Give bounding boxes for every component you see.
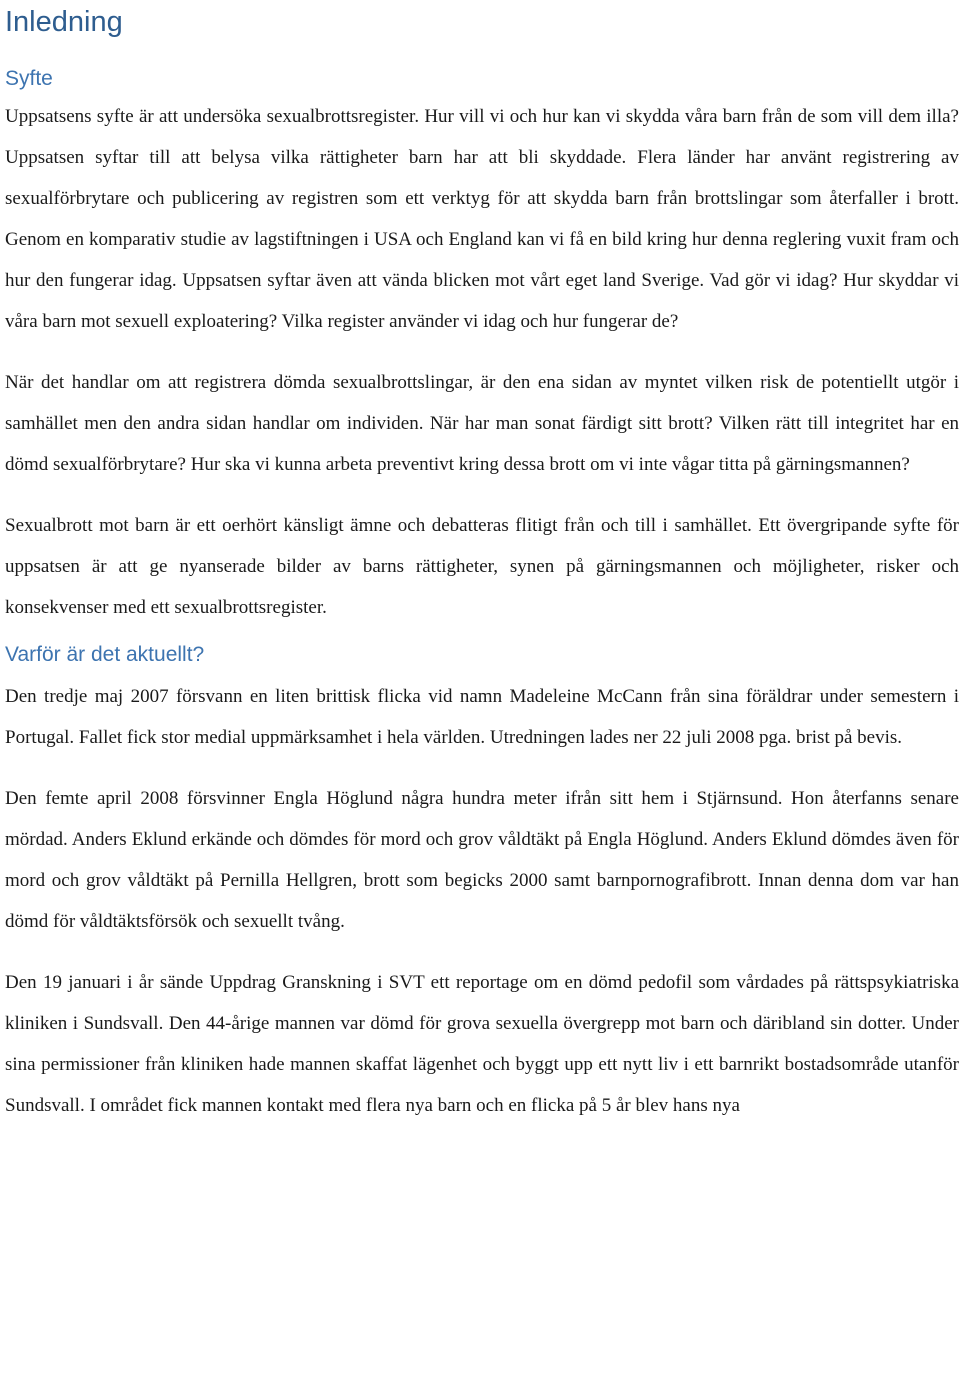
syfte-paragraph-3: Sexualbrott mot barn är ett oerhört känsligt ämne och debatteras flitigt från och till i samhället. Ett övergripande syfte för uppsatsen är att ge nyanserade bilder av barns rättigheter, synen på gärningsmannen och möjligheter, risker och konsekvenser med ett sexualbrottsregister. bbox=[5, 515, 959, 618]
document-page bbox=[5, 0, 959, 1126]
syfte-paragraph-2: När det handlar om att registrera dömda sexualbrottslingar, är den ena sidan av myntet vilken risk de potentiellt utgör i samhället men den andra sidan handlar om individen. När har man sonat färdigt sitt brott? Vilken rätt till integritet har en dömd sexualförbrytare? Hur ska vi kunna arbeta preventivt kring dessa brott om vi inte vågar titta på gärningsmannen? bbox=[5, 372, 959, 475]
varfor-paragraph-1: Den tredje maj 2007 försvann en liten brittisk flicka vid namn Madeleine McCann från sina föräldrar under semestern i Portugal. Fallet fick stor medial uppmärksamhet i hela världen. Utredningen lades ner 22 juli 2008 pga. brist på bevis. bbox=[5, 686, 959, 748]
varfor-paragraph-2: Den femte april 2008 försvinner Engla Höglund några hundra meter ifrån sitt hem i Stjärnsund. Hon återfanns senare mördad. Anders Eklund erkände och dömdes för mord och grov våldtäkt på Engla Höglund. Anders Eklund dömdes även för mord och grov våldtäkt på Pernilla Hellgren, brott som begicks 2000 samt barnpornografibrott. Innan denna dom var han dömd för våldtäktsförsök och sexuellt tvång. bbox=[5, 788, 959, 932]
section-heading-syfte: Syfte bbox=[5, 67, 53, 90]
chapter-heading: Inledning bbox=[5, 6, 123, 38]
syfte-paragraph-1: Uppsatsens syfte är att undersöka sexualbrottsregister. Hur vill vi och hur kan vi skydda våra barn från de som vill dem illa? Uppsatsen syftar till att belysa vilka rättigheter barn har att bli skyddade. Flera länder har använt registrering av sexualförbrytare och publicering av registren som ett verktyg för att skydda barn från brottslingar som återfaller i brott. Genom en komparativ studie av lagstiftningen i USA och England kan vi få en bild kring hur denna reglering vuxit fram och hur den fungerar idag. Uppsatsen syftar även att vända blicken mot vårt eget land Sverige. Vad gör vi idag? Hur skyddar vi våra barn mot sexuell exploatering? Vilka register använder vi idag och hur fungerar de? bbox=[5, 106, 959, 332]
varfor-paragraph-3: Den 19 januari i år sände Uppdrag Granskning i SVT ett reportage om en dömd pedofil som vårdades på rättspsykiatriska kliniken i Sundsvall. Den 44-årige mannen var dömd för grova sexuella övergrepp mot barn och däribland sin dotter. Under sina permissioner från kliniken hade mannen skaffat lägenhet och byggt upp ett nytt liv i ett barnrikt bostadsområde utanför Sundsvall. I området fick mannen kontakt med flera nya barn och en flicka på 5 år blev hans nya bbox=[5, 972, 959, 1116]
section-heading-varfor: Varför är det aktuellt? bbox=[5, 643, 205, 666]
